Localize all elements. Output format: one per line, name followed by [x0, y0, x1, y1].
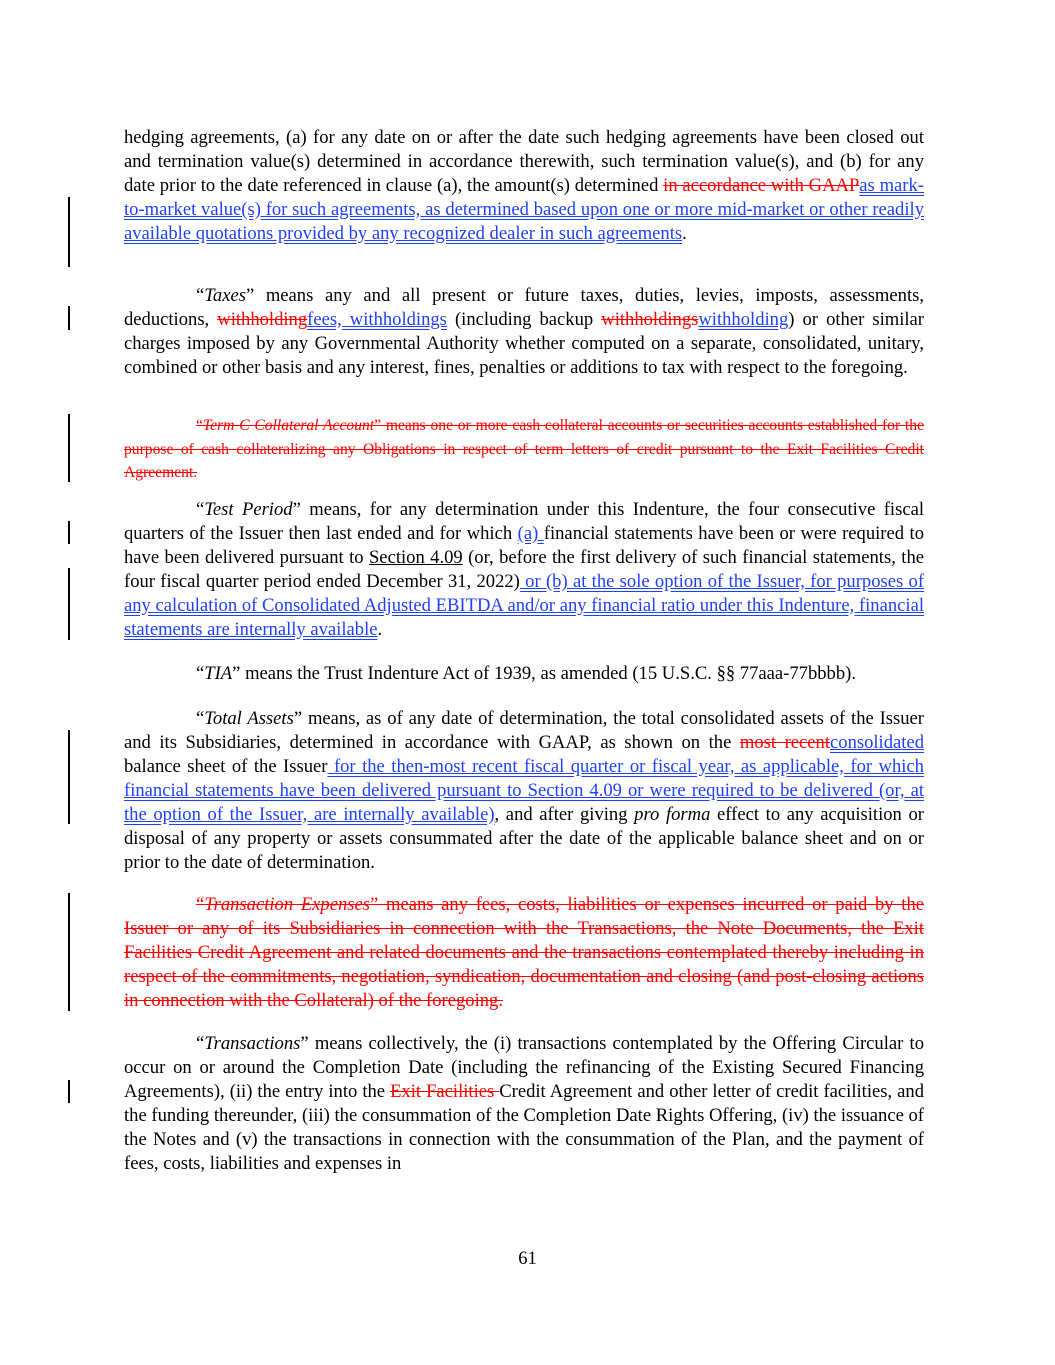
inserted-text: consolidated [830, 732, 924, 753]
text: means, as of any date of determination, the total consolidated assets of the Issuer and its Subsidiaries, determined in accordance with GAAP, as shown on the [124, 708, 925, 753]
change-bar [68, 197, 70, 267]
open-quote: “ [196, 417, 203, 434]
text: (or, before the first delivery of such financial statements, the four fiscal quarter period ended December 31, 2022) [124, 547, 924, 592]
inserted-text: (a) [517, 523, 544, 544]
section-reference: Section 4.09 [368, 547, 463, 568]
definition-taxes [124, 284, 924, 380]
deleted-text: Exit Facilities [390, 1081, 500, 1102]
open-quote: “ [196, 894, 205, 915]
inserted-text: for the then-most recent fiscal quarter or fiscal year, as applicable, for which financial statements have been delivered pursuant to Section 4.09 or were required to be delivered (or, at the option of the Issuer, are internally available) [124, 756, 924, 825]
deleted-text: withholding [217, 309, 308, 330]
paragraph-hedging-continuation [124, 126, 924, 246]
inserted-text: withholding [698, 309, 789, 330]
defined-term: Taxes [204, 285, 246, 306]
change-bar [68, 414, 70, 482]
inserted-text: fees, withholdings [307, 309, 447, 330]
open-quote: “ [196, 285, 205, 306]
text: (including backup [446, 309, 602, 330]
text: effect to any acquisition or disposal of any property or assets consummated after the date of the applicable balance sheet and on or prior to the date of determination. [124, 804, 924, 873]
definition-tia [124, 662, 924, 686]
open-quote: “ [196, 708, 205, 729]
text: balance sheet of the Issuer [124, 756, 328, 777]
text: hedging agreements, (a) for any date on or after the date such hedging agreements have been closed out and termination value(s) determined in accordance therewith, such termination value(s), and (b) for any date prior to the date referenced in clause (a), the amount(s) determined [124, 127, 924, 196]
defined-term: Total Assets [204, 708, 294, 729]
open-quote: “ [196, 663, 205, 684]
close-quote: ” [292, 499, 301, 520]
change-bar [68, 521, 70, 544]
close-quote: ” [232, 663, 241, 684]
deleted-text: means any fees, costs, liabilities or expenses incurred or paid by the Issuer or any of its Subsidiaries in connection with the Transactions, the Note Documents, the Exit Facilities Credit Agreement and related documents and the transactions contemplated thereby including in respect of the commitments, negotiation, syndication, documentation and closing (and post-closing actions in connection with the Collateral) of the foregoing. [124, 894, 924, 1011]
inserted-text: or (b) at the sole option of the Issuer, for purposes of any calculation of Consolidated Adjusted EBITDA and/or any financial ratio under this Indenture, financial statements are internally available [124, 571, 925, 640]
deleted-text: most recent [739, 732, 831, 753]
text: means the Trust Indenture Act of 1939, as amended (15 U.S.C. §§ 77aaa-77bbbb). [240, 663, 856, 684]
page-number: 61 [518, 1248, 537, 1269]
text: Credit Agreement and other letter of credit facilities, and the funding thereunder, (iii) the consummation of the Completion Date Rights Offering, (iv) the issuance of the Notes and (v) the transactions in connection with the consummation of the Plan, and the payment of fees, costs, liabilities and expenses in [124, 1081, 924, 1174]
text: ) or other similar charges imposed by any Governmental Authority whether computed on a separate, consolidated, unitary, combined or other basis and any interest, fines, penalties or additions to tax with respect to the foregoing. [124, 309, 924, 378]
definition-transactions [124, 1032, 924, 1176]
open-quote: “ [196, 499, 205, 520]
definition-total-assets [124, 707, 924, 875]
defined-term: Transaction Expenses [204, 894, 371, 915]
definition-transaction-expenses [124, 893, 924, 1013]
change-bar [68, 893, 70, 1011]
text: means collectively, the (i) transactions contemplated by the Offering Circular to occur on or around the Completion Date (including the refinancing of the Existing Secured Financing Agreements), (ii) the entry into the [124, 1033, 924, 1102]
text: , and after giving [494, 804, 635, 825]
change-bar [68, 306, 70, 330]
defined-term: Test Period [204, 499, 293, 520]
change-bar [68, 730, 70, 824]
change-bar [68, 568, 70, 640]
text: . [682, 223, 687, 244]
deleted-text: means one or more cash collateral accounts or securities accounts established for the purpose of cash collateralizing any Obligations in respect of term letters of credit pursuant to the Exit Facilities Credit Agreement. [124, 417, 924, 481]
defined-term: Transactions [204, 1033, 301, 1054]
close-quote: ” [300, 1033, 309, 1054]
close-quote: ” [370, 894, 379, 915]
close-quote: ” [374, 417, 382, 434]
italic-text: pro forma [634, 804, 711, 825]
text: . [377, 619, 383, 640]
change-bar [68, 1080, 70, 1103]
definition-test-period [124, 498, 924, 642]
definition-term-c-collateral-account [124, 414, 924, 485]
defined-term: TIA [204, 663, 233, 684]
deleted-text: withholdings [601, 309, 699, 330]
close-quote: ” [245, 285, 255, 306]
text: means, for any determination under this Indenture, the four consecutive fiscal quarters of the Issuer then last ended and for which [124, 499, 924, 544]
text: financial statements have been or were required to have been delivered pursuant to [124, 523, 924, 568]
defined-term: Term C Collateral Account [202, 417, 375, 434]
close-quote: ” [293, 708, 303, 729]
inserted-text: as mark-to-market value(s) for such agreements, as determined based upon one or more mid-market or other readily available quotations provided by any recognized dealer in such agreements [124, 175, 924, 244]
deleted-text: in accordance with GAAP [663, 175, 860, 196]
text: means any and all present or future taxes, duties, levies, imposts, assessments, deductions, [124, 285, 924, 330]
open-quote: “ [196, 1033, 205, 1054]
